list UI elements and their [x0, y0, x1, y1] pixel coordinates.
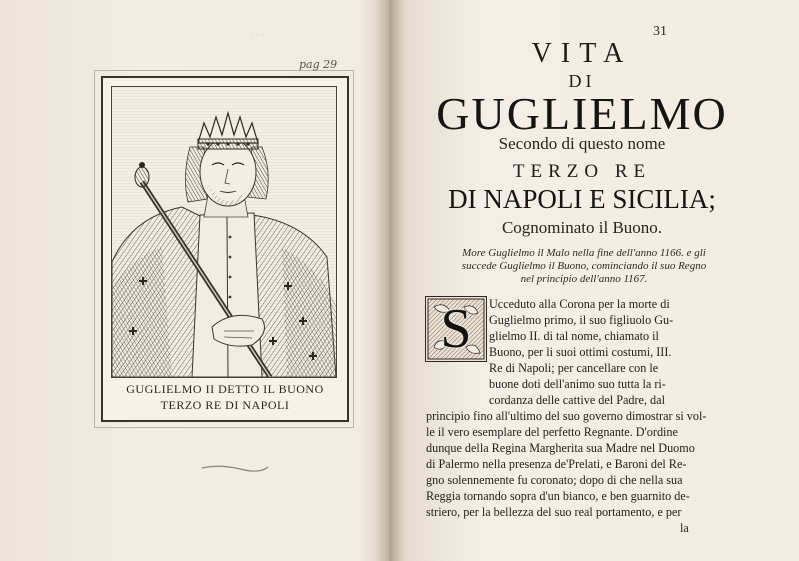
body-text-line: glielmo II. di tal nome, chiamato il [489, 329, 659, 343]
body-text-line: dunque della Regina Margherita sua Madre nel Duomo [426, 441, 695, 455]
body-text-line: Reggia tornando sopra d'un bianco, e ben guarnito de- [426, 489, 690, 503]
plate-caption-line1: GUGLIELMO II DETTO IL BUONO [126, 382, 324, 396]
body-text-line: gno solennemente fu coronato; dopo di che nella sua [426, 473, 683, 487]
title-cognominato: Cognominato il Buono. [501, 218, 663, 237]
body-text-line: Re di Napoli; per cancellare con le [489, 361, 659, 375]
title-terzo-re: TERZO RE [512, 161, 652, 182]
body-text-line: di Palermo nella presenza de'Prelati, e Baroni del Re- [426, 457, 687, 471]
title-di: DI [568, 71, 596, 91]
body-text-line: le il vero esemplare del perfetto Regnante. D'ordine [426, 425, 678, 439]
summary-line: nel principio dell'anno 1167. [520, 273, 648, 285]
engraved-portrait-plate [101, 76, 349, 422]
body-text-line: cordanza delle cattive del Padre, dal [489, 393, 665, 407]
portrait-frame [111, 86, 337, 378]
plate-caption-line2: TERZO RE DI NAPOLI [160, 398, 290, 412]
drop-cap-letter: S [440, 298, 472, 360]
body-text-line: Guglielmo primo, il suo figliuolo Gu- [489, 313, 674, 327]
catchword: la [680, 521, 689, 535]
title-subtitle: Secondo di questo nome [498, 134, 666, 153]
ornamental-drop-cap [425, 296, 487, 362]
page-number: 31 [653, 24, 667, 39]
king-portrait-engraving [112, 87, 336, 377]
chapter-summary [426, 247, 742, 286]
handwritten-page-note: pag 29 [299, 58, 338, 71]
title-name: GUGLIELMO [436, 88, 728, 139]
body-text-line: Ucceduto alla Corona per la morte di [489, 297, 670, 311]
summary-line: More Guglielmo il Malo nella fine dell'anno 1166. e gli [462, 247, 706, 259]
body-text-line: buone doti dell'animo suo tutta la ri- [489, 377, 666, 391]
title-vita: VITA [531, 38, 633, 69]
show-through-text: ◦ ◦ ◦ [250, 30, 266, 41]
body-text-line: Buono, per li suoi ottimi costumi, III. [489, 345, 672, 359]
body-text-line: striero, per la bellezza del suo real portamento, e per [426, 505, 682, 519]
ink-stain-mark [200, 462, 270, 474]
title-realm: DI NAPOLI E SICILIA; [448, 184, 716, 214]
body-text-line: principio fino all'ultimo del suo governo dimostrar si vol- [426, 409, 707, 423]
left-page [0, 0, 388, 561]
summary-line: succede Guglielmo il Buono, cominciando il suo Regno [461, 260, 707, 272]
